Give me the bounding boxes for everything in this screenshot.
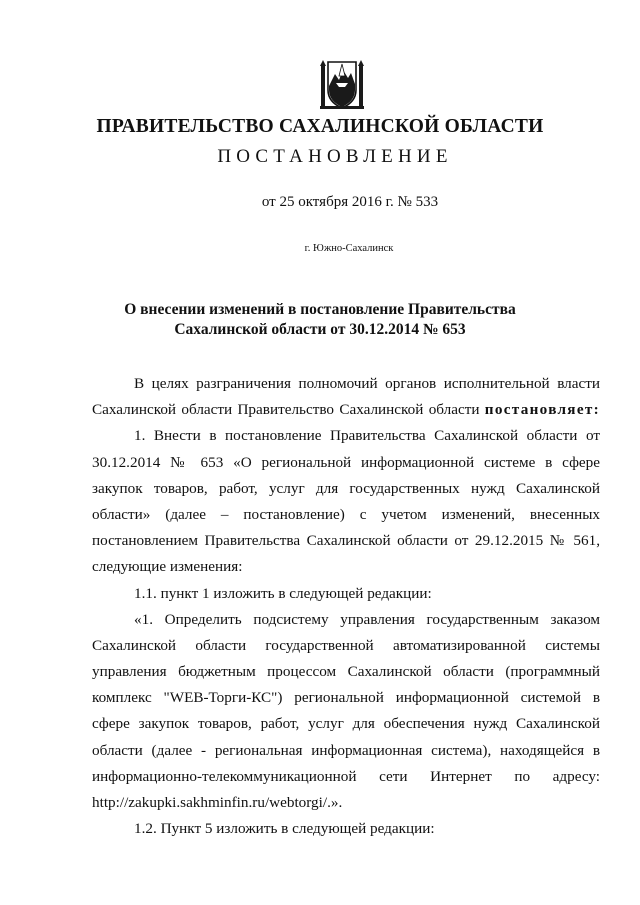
body-line [92, 397, 600, 423]
body-line: управления бюджетным процессом Сахалинской области (программный [92, 663, 600, 681]
body-line: следующие изменения: [92, 558, 243, 576]
document-date-number: от 25 октября 2016 г. № 533 [261, 194, 439, 210]
body-line: области» (далее – постановление) с учетом изменений, внесенных [92, 505, 600, 523]
body-line: постановлением Правительства Сахалинской области от 29.12.2015 № 561, [92, 532, 600, 550]
subject-line: О внесении изменений в постановление Правительства [124, 301, 516, 318]
subject-line: Сахалинской области от 30.12.2014 № 653 [174, 321, 466, 338]
decree-word: постановляет: [484, 401, 600, 419]
document-city: г. Южно-Сахалинск [304, 243, 394, 254]
body-line: области (далее - региональная информационная система), находящейся в [92, 741, 600, 759]
government-title: ПРАВИТЕЛЬСТВО САХАЛИНСКОЙ ОБЛАСТИ [96, 116, 544, 137]
sakhalin-emblem-icon [319, 56, 365, 114]
body-line: комплекс "WEB-Торги-КС") региональной информационной системой в [92, 689, 600, 707]
body-line: http://zakupki.sakhminfin.ru/webtorgi/.». [92, 794, 343, 811]
body-line: закупок товаров, работ, услуг для государственных нужд Сахалинской [92, 479, 600, 497]
body-line: информационно-телекоммуникационной сети Интернет по адресу: [92, 767, 600, 785]
body-line: Сахалинской области государственной автоматизированной системы [92, 636, 600, 654]
body-text-fragment: Сахалинской области Правительство Сахалинской области [92, 401, 480, 419]
body-line: «1. Определить подсистему управления государственным заказом [134, 610, 600, 628]
body-line: 1.1. пункт 1 изложить в следующей редакции: [134, 584, 432, 602]
document-type: ПОСТАНОВЛЕНИЕ [217, 146, 453, 167]
body-line: 30.12.2014 № 653 «О региональной информационной системе в сфере [92, 453, 600, 471]
body-line: 1. Внести в постановление Правительства Сахалинской области от [134, 427, 600, 445]
body-line: В целях разграничения полномочий органов исполнительной власти [134, 375, 600, 392]
body-line: сфере закупок товаров, работ, услуг для обеспечения нужд Сахалинской [92, 715, 600, 733]
document-subject [0, 300, 640, 340]
body-line: 1.2. Пункт 5 изложить в следующей редакции: [134, 820, 435, 838]
document-body [92, 371, 600, 842]
